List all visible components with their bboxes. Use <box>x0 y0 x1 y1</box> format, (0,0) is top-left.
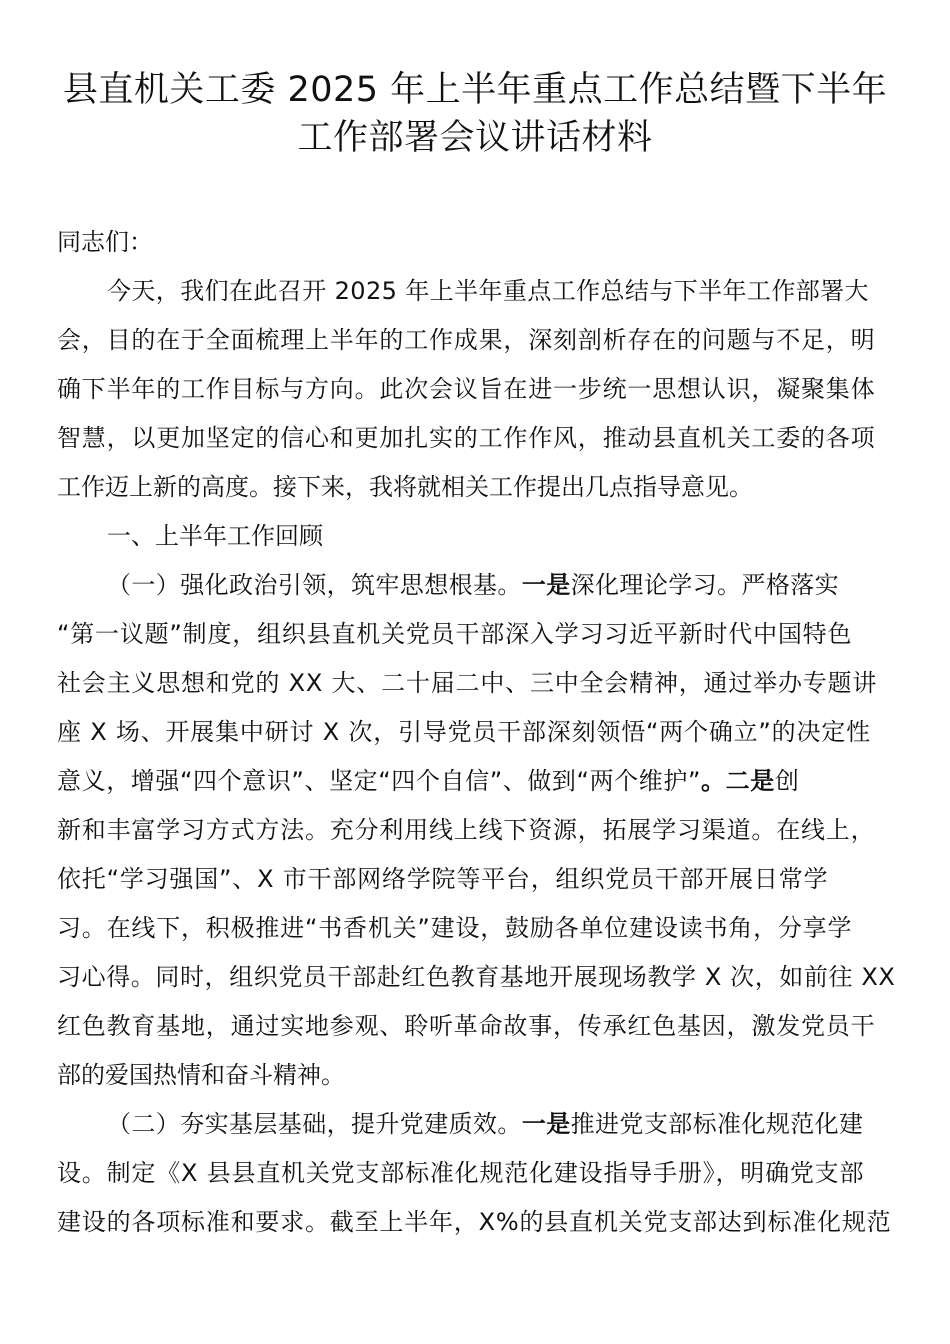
intro-line-1: 今天，我们在此召开 2025 年上半年重点工作总结与下半年工作部署大 <box>107 277 869 305</box>
sub2-line-3: 建设的各项标准和要求。截至上半年，X%的县直机关党支部达到标准化规范 <box>57 1208 892 1236</box>
sub1-line-5 <box>57 757 897 806</box>
sub1-line-8: 习。在线下，积极推进“书香机关”建设，鼓励各单位建设读书角，分享学 <box>57 914 853 942</box>
sub1-line-10: 红色教育基地，通过实地参观、聆听革命故事，传承红色基因，激发党员干 <box>57 1012 876 1040</box>
sub1-line-5-pre: 意义，增强“四个意识”、坚定“四个自信”、做到“两个维护” <box>57 767 701 795</box>
sub2-bold-marker: 一是 <box>521 1110 571 1138</box>
document-title <box>50 66 900 162</box>
title-line-2: 工作部署会议讲话材料 <box>297 118 653 158</box>
sub2-line-1 <box>57 1100 897 1149</box>
sub1-line-3: 社会主义思想和党的 XX 大、二十届二中、三中全会精神，通过举办专题讲 <box>57 669 878 697</box>
sub1-heading: （一）强化政治引领，筑牢思想根基。 <box>107 571 522 599</box>
sub1-bold-marker: 一是 <box>521 571 571 599</box>
intro-line-2: 会，目的在于全面梳理上半年的工作成果，深刻剖析存在的问题与不足，明 <box>57 326 876 354</box>
section-heading: 一、上半年工作回顾 <box>107 522 323 550</box>
title-line-1: 县直机关工委 2025 年上半年重点工作总结暨下半年 <box>62 70 888 110</box>
sub2-line-2: 设。制定《X 县县直机关党支部标准化规范化建设指导手册》，明确党支部 <box>57 1159 865 1187</box>
sub1-line-11: 部的爱国热情和奋斗精神。 <box>57 1061 345 1089</box>
salutation: 同志们： <box>57 228 153 256</box>
sub1-line-4: 座 X 场、开展集中研讨 X 次，引导党员干部深刻领悟“两个确立”的决定性 <box>57 718 871 746</box>
intro-line-3: 确下半年的工作目标与方向。此次会议旨在进一步统一思想认识，凝聚集体 <box>57 375 876 403</box>
sub1-line-5-post: 创 <box>774 767 800 795</box>
sub2-heading: （二）夯实基层基础，提升党建质效。 <box>107 1110 522 1138</box>
sub1-line-1-rest: 深化理论学习。严格落实 <box>570 571 840 599</box>
sub2-line-1-rest: 推进党支部标准化规范化建 <box>570 1110 864 1138</box>
sub1-bold-marker-2: 。二是 <box>701 767 775 795</box>
sub1-line-9: 习心得。同时，组织党员干部赴红色教育基地开展现场教学 X 次，如前往 XX <box>57 963 896 991</box>
document-body <box>57 218 897 1247</box>
intro-line-5: 工作迈上新的高度。接下来，我将就相关工作提出几点指导意见。 <box>57 473 753 501</box>
sub1-line-6: 新和丰富学习方式方法。充分利用线上线下资源，拓展学习渠道。在线上， <box>57 816 876 844</box>
sub1-line-2: “第一议题”制度，组织县直机关党员干部深入学习习近平新时代中国特色 <box>57 620 853 648</box>
intro-line-4: 智慧，以更加坚定的信心和更加扎实的工作作风，推动县直机关工委的各项 <box>57 424 876 452</box>
sub1-line-7: 依托“学习强国”、X 市干部网络学院等平台，组织党员干部开展日常学 <box>57 865 829 893</box>
sub1-line-1 <box>57 561 897 610</box>
